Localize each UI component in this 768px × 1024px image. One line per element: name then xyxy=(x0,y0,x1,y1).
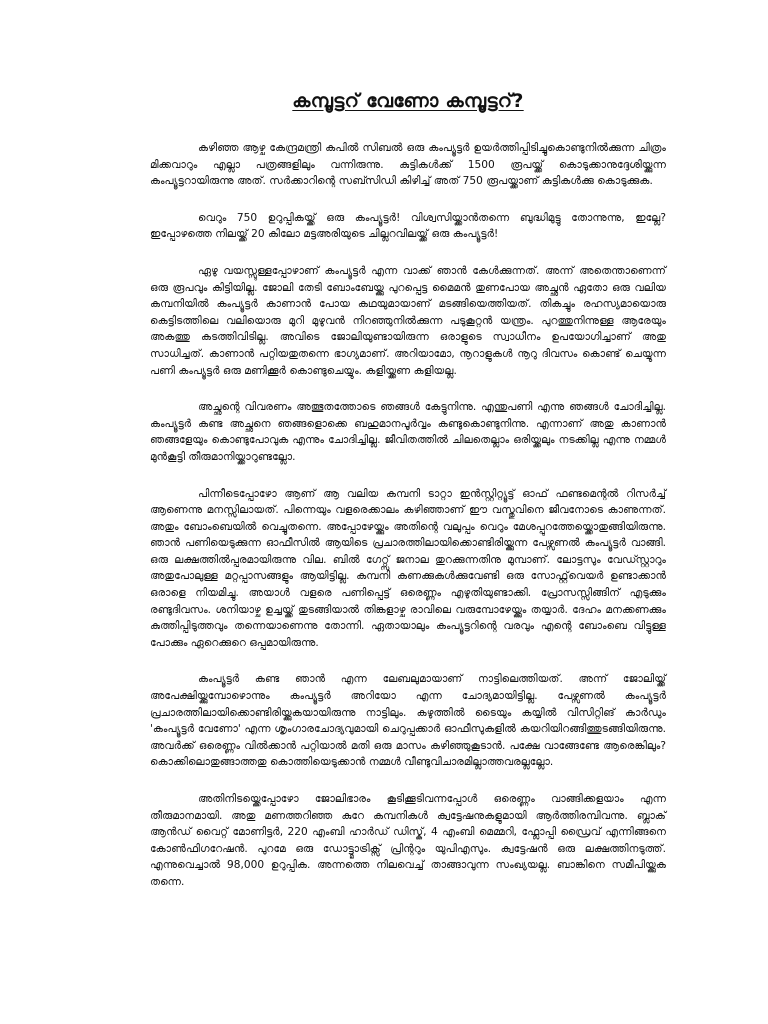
paragraph-7: അതിനിടയ്ക്കെപ്പോഴോ ജോലിഭാരം കൂടിക്കൂടിവന്നപ്പോൾ ഒരെണ്ണം വാങ്ങിക്കളയാം എന്ന തീരുമാനമായി. അതു മണത്തറിഞ്ഞ കുറേ കമ്പനികൾ ക്വട്ടേഷനുകളുമായി ആർത്തിരമ്പിവന്നു. ബ്ലാക് ആൻഡ് വൈറ്റ് മോണിട്ടർ, 220 എംബി ഹാർഡ് ഡിസ്ക്, 4 എംബി മെമ്മറി, ഫ്ലോപ്പി ഡ്രൈവ് എന്നിങ്ങനെ കോൺഫിഗറേഷൻ. പുറമേ ഒരു ഡോട്ട്മാട്രിക്സ് പ്രിന്ററും യുപിഎസും. ക്വട്ടേഷൻ ഒരു ലക്ഷത്തിനടുത്ത്. എന്നുവെച്ചാൽ 98,000 ഉറുപ്പിക. അന്നത്തെ നിലവെച്ച് താങ്ങാവുന്ന സംഖ്യയല്ല. ബാങ്കിനെ സമീപിയ്ക്കുക തന്നെ. xyxy=(150,793,666,888)
paragraph-5: പിന്നീടെപ്പോഴോ ആണ് ആ വലിയ കമ്പനി ടാറ്റാ ഇൻസ്റ്റിറ്റ്യൂട്ട് ഓഫ് ഫണ്ടമെന്റൽ റിസർച്ച് ആണെന്നു മനസ്സിലായത്. പിന്നെയും വളരെക്കാലം കഴിഞ്ഞാണ് ഈ വസ്തുവിനെ ജീവനോടെ കാണുന്നത്. അതും ബോംബെയിൽ വെച്ചുതന്നെ. അപ്പോഴേയ്ക്കും അതിന്റെ വലുപ്പം വെറും മേശപ്പുറത്തേയ്ക്കൊതുങ്ങിയിരുന്നു. ഞാൻ പണിയെടുക്കുന്ന ഓഫീസിൽ ആയിടെ പ്രചാരത്തിലായിക്കൊണ്ടിരിയ്ക്കുന്ന പേഴ്സണൽ കംപ്യൂട്ടർ വാങ്ങി. ഒരു ലക്ഷത്തിൽപ്പരമായിരുന്നു വില. ബിൽ ഗേറ്റ്സ് ജനാല തുറക്കുന്നതിനു മുമ്പാണ്. ലോട്ടസും വേഡ്സ്റ്റാറും അതുപോലുള്ള മറ്റപ്പാസങ്ങളും ആയിട്ടില്ല. കമ്പനി കണക്കുകൾക്കുവേണ്ടി ഒരു സോഫ്റ്റ്‌വെയർ ഉണ്ടാക്കാൻ ഒരാളെ നിയമിച്ചു. അയാൾ വളരെ പണിപ്പെട്ട് ഒരെണ്ണം എഴുതിയുണ്ടാക്കി. പ്രോസസ്സിങ്ങിന് എടുക്കും രണ്ടുദിവസം. ശനിയാഴ്ച ഉച്ചയ്ക്ക് തുടങ്ങിയാൽ തിങ്കളാഴ്ച രാവിലെ വരുമ്പോഴേയ്ക്കും തയ്യാർ. ദേഹം മനക്കണക്കും കുത്തിപ്പിടുത്തവും തന്നെയാണെന്നു തോന്നി. ഏതായാലും കംപ്യൂട്ടറിന്റെ വരവും എന്റെ ബോംബെ വിട്ടുള്ള പോക്കും ഏറെക്കുറെ ഒപ്പമായിരുന്നു. xyxy=(150,487,666,649)
paragraph-6: കംപ്യൂട്ടർ കണ്ട ഞാൻ എന്ന ലേബലുമായാണ് നാട്ടിലെത്തിയത്. അന്ന് ജോലിയ്ക്ക് അപേക്ഷിയ്ക്കുമ്പോഴൊന്നും കംപ്യൂട്ടർ അറിയോ എന്ന ചോദ്യമായിട്ടില്ല. പേഴ്സണൽ കംപ്യൂട്ടർ പ്രചാരത്തിലായിക്കൊണ്ടിരിയ്ക്കുകയായിരുന്നു നാട്ടിലും. കഴുത്തിൽ ടൈയും കയ്യിൽ വിസിറ്റിങ് കാർഡും 'കംപ്യൂട്ടർ വേണോ' എന്ന ശൃംഗാരചോദ്യവുമായി ചെറുപ്പക്കാർ ഓഫീസുകളിൽ കയറിയിറങ്ങിത്തുടങ്ങിയിരുന്നു. അവർക്ക് ഒരെണ്ണം വിൽക്കാൻ പറ്റിയാൽ മതി ഒരു മാസം കഴിഞ്ഞുകൂടാൻ. പക്ഷേ വാങ്ങേണ്ടേ ആരെങ്കിലും? കൊക്കിലൊതുങ്ങാത്തതു കൊത്തിയെടുക്കാൻ നമ്മൾ വീണ്ടുവിചാരമില്ലാത്തവരല്ലല്ലോ. xyxy=(150,673,666,769)
paragraph-4: അച്ഛന്റെ വിവരണം അത്ഭുതത്തോടെ ഞങ്ങൾ കേട്ടുനിന്നു. എന്തുപണി എന്നു ഞങ്ങൾ ചോദിച്ചില്ല. കംപ്യൂട്ടർ കണ്ട അച്ഛനെ ഞങ്ങളൊക്കെ ബഹുമാനപൂർവ്വം കണ്ടുകൊണ്ടുനിന്നു. എന്നാണ് അതു കാണാൻ ഞങ്ങളേയും കൊണ്ടുപോവുക എന്നും ചോദിച്ചില്ല. ജീവിതത്തിൽ ചിലതെല്ലാം ഒരിയ്ക്കലും നടക്കില്ല എന്നു നമ്മൾ മുൻകൂട്ടി തീരുമാനിയ്ക്കാറുണ്ടല്ലോ. xyxy=(150,401,666,463)
paragraph-2: വെറും 750 ഉറുപ്പികയ്ക്ക് ഒരു കംപ്യൂട്ടർ! വിശ്വസിയ്ക്കാൻതന്നെ ബുദ്ധിമുട്ടു തോന്നുന്നു, ഇല്ലേ? ഇപ്പോഴത്തെ നിലയ്ക്ക് 20 കിലോ മട്ടഅരിയുടെ ചില്ലറവിലയ്ക്ക് ഒരു കംപ്യൂട്ടർ! xyxy=(150,211,666,241)
paragraph-3: ഏഴു വയസ്സുള്ളപ്പോഴാണ് കംപ്യൂട്ടർ എന്ന വാക്ക് ഞാൻ കേൾക്കുന്നത്. അന്ന് അതെന്താണെന്ന് ഒരു രൂപവും കിട്ടിയില്ല. ജോലി തേടി ബോംബേയ്ക്കു പുറപ്പെട്ട മൈമൻ തുണപോയ അച്ഛൻ ഏതോ ഒരു വലിയ കമ്പനിയിൽ കംപ്യൂട്ടർ കാണാൻ പോയ കഥയുമായാണ് മടങ്ങിയെത്തിയത്. തികച്ചും രഹസ്യമായൊരു കെട്ടിടത്തിലെ വലിയൊരു മുറി മുഴുവൻ നിറഞ്ഞുനിൽക്കുന്ന പടുകൂറ്റൻ യന്ത്രം. പുറത്തുനിന്നുള്ള ആരേയും അകത്തു കടത്തിവിടില്ല. അവിടെ ജോലിയുണ്ടായിരുന്ന ഒരാളുടെ സ്വാധീനം ഉപയോഗിച്ചാണ് അതു സാധിച്ചത്. കാണാൻ പറ്റിയതുതന്നെ ഭാഗ്യമാണ്. അറിയാമോ, നൂറാളുകൾ നൂറു ദിവസം കൊണ്ട് ചെയ്യുന്ന പണി കംപ്യൂട്ടർ ഒരു മണിക്കൂർ കൊണ്ടുചെയ്യും. കളിയ്ക്കണ കളിയല്ല. xyxy=(150,264,666,377)
paragraph-1: കഴിഞ്ഞ ആഴ്ച കേന്ദ്രമന്ത്രി കപിൽ സിബൽ ഒരു കംപ്യൂട്ടർ ഉയർത്തിപ്പിടിച്ചുകൊണ്ടുനിൽക്കുന്ന ചിത്രം മിക്കവാറും എല്ലാ പത്രങ്ങളിലും വന്നിരുന്നു. കുട്ടികൾക്ക് 1500 രൂപയ്ക്ക് കൊടുക്കാനുദ്ദേശിയ്ക്കുന്ന കംപ്യൂട്ടറായിരുന്നു അത്. സർക്കാറിന്റെ സബ്സിഡി കിഴിച്ച് അത് 750 രൂപയ്ക്കാണ് കുട്ടികൾക്കു കൊടുക്കുക. xyxy=(150,142,666,188)
article-title: കമ്പൂട്ടറ് വേണോ കമ്പൂട്ടറ്? xyxy=(292,90,524,112)
